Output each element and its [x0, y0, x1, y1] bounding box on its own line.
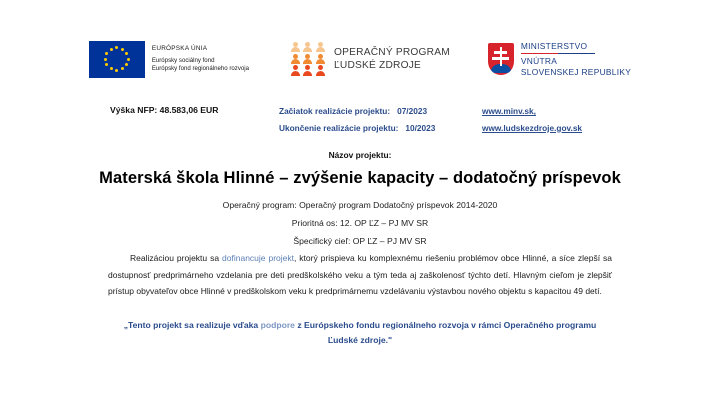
- person-icon: [303, 42, 312, 52]
- eu-logo-title: EURÓPSKA ÚNIA: [151, 44, 208, 52]
- oplz-logo-line1: OPERAČNÝ PROGRAM: [334, 46, 450, 58]
- ministry-logo-line2: VNÚTRA: [520, 56, 558, 67]
- person-icon: [291, 42, 300, 52]
- project-info-row: [0, 100, 720, 140]
- footer-part2: z Európskeho fondu regionálneho rozvoja v rámci Operačného programu Ľudské zdroje.": [294, 320, 597, 346]
- people-grid-icon: [291, 42, 325, 76]
- footer-quote: [110, 318, 610, 348]
- ministerstvo-vnutra-sr-logo: [488, 41, 631, 78]
- oplz-logo-text: [334, 46, 450, 72]
- eu-logo-fund-social: Európsky sociálny fond: [151, 56, 215, 64]
- project-end-value: 10/2023: [405, 122, 436, 133]
- ministry-logo-line1: MINISTERSTVO: [520, 40, 588, 51]
- ministry-logo-line3: SLOVENSKEJ REPUBLIKY: [520, 66, 632, 77]
- project-start-label: Začiatok realizácie projektu:: [279, 106, 391, 116]
- description-part1: Realizáciou projektu sa: [130, 253, 223, 263]
- eu-star-icon: [105, 52, 108, 55]
- description-highlight: dofinancuje projekt: [222, 253, 294, 263]
- person-icon: [316, 42, 325, 52]
- eu-star-icon: [125, 63, 128, 66]
- eu-star-icon: [121, 48, 124, 51]
- page-title: Materská škola Hlinné – zvýšenie kapacity – dodatočný príspevok: [99, 169, 621, 187]
- eu-star-icon: [115, 46, 118, 49]
- logo-bar: [0, 30, 720, 88]
- eu-star-icon: [110, 67, 113, 70]
- slovak-coat-of-arms-icon: [488, 43, 514, 75]
- project-start-value: 07/2023: [397, 106, 428, 116]
- eu-star-icon: [125, 52, 128, 55]
- operational-program-line: Operačný program: Operačný program Dodatočný príspevok 2014-2020: [222, 200, 498, 210]
- description-part2: , ktorý prispieva ku komplexnému riešeniu problémov obce Hlinné, a síce zlepší sa dostupnosť predprimárneho vzdelania pre deti predškolského veku a tým teda aj zaškolenosť týchto detí. Hlavným cieľom je zlepšiť prístup obyvateľov obce Hlinné v predškolskom veku k predprimárnemu vzdelávaniu výstavbou nového objektu s kapacitou 49 detí.: [108, 253, 612, 297]
- eu-star-icon: [105, 63, 108, 66]
- footer-highlight: podpore: [260, 320, 295, 330]
- ministry-logo-text: [521, 41, 631, 78]
- eu-logo-fund-regional: Európsky fond regionálneho rozvoja: [151, 64, 250, 72]
- person-icon: [316, 65, 325, 75]
- project-dates: [279, 103, 435, 136]
- priority-axis-line: Prioritná os: 12. OP ĽZ – PJ MV SR: [291, 218, 429, 228]
- link-ludskezdroje-gov-sk[interactable]: www.ludskezdroje.gov.sk: [482, 122, 583, 133]
- person-icon: [303, 54, 312, 64]
- eu-star-icon: [127, 58, 130, 61]
- eu-star-icon: [104, 58, 107, 61]
- project-end-label: Ukončenie realizácie projektu:: [279, 122, 399, 133]
- specific-objective-line: Špecifický cieľ: OP ĽZ – PJ MV SR: [293, 236, 427, 246]
- nfp-amount: Výška NFP: 48.583,06 EUR: [110, 105, 219, 115]
- eu-star-icon: [121, 67, 124, 70]
- operacny-program-ludske-zdroje-logo: [291, 42, 450, 76]
- eu-flag-icon: [89, 41, 145, 78]
- eu-star-icon: [110, 48, 113, 51]
- oplz-logo-line2: ĽUDSKÉ ZDROJE: [334, 60, 421, 71]
- title-block: [0, 150, 720, 254]
- link-minv-sk[interactable]: www.minv.sk,: [482, 106, 536, 116]
- ministry-logo-rule: [521, 53, 595, 55]
- project-start-row: [279, 103, 435, 120]
- eu-logo-text: [152, 45, 249, 73]
- person-icon: [316, 54, 325, 64]
- person-icon: [303, 65, 312, 75]
- person-icon: [291, 65, 300, 75]
- eu-star-icon: [115, 69, 118, 72]
- european-union-logo: [89, 41, 249, 78]
- project-name-label: Názov projektu:: [328, 150, 392, 160]
- project-description-paragraph: [108, 250, 612, 300]
- project-end-row: [279, 120, 435, 137]
- person-icon: [291, 54, 300, 64]
- footer-part1: „Tento projekt sa realizuje vďaka: [123, 320, 261, 330]
- reference-links: [482, 103, 582, 136]
